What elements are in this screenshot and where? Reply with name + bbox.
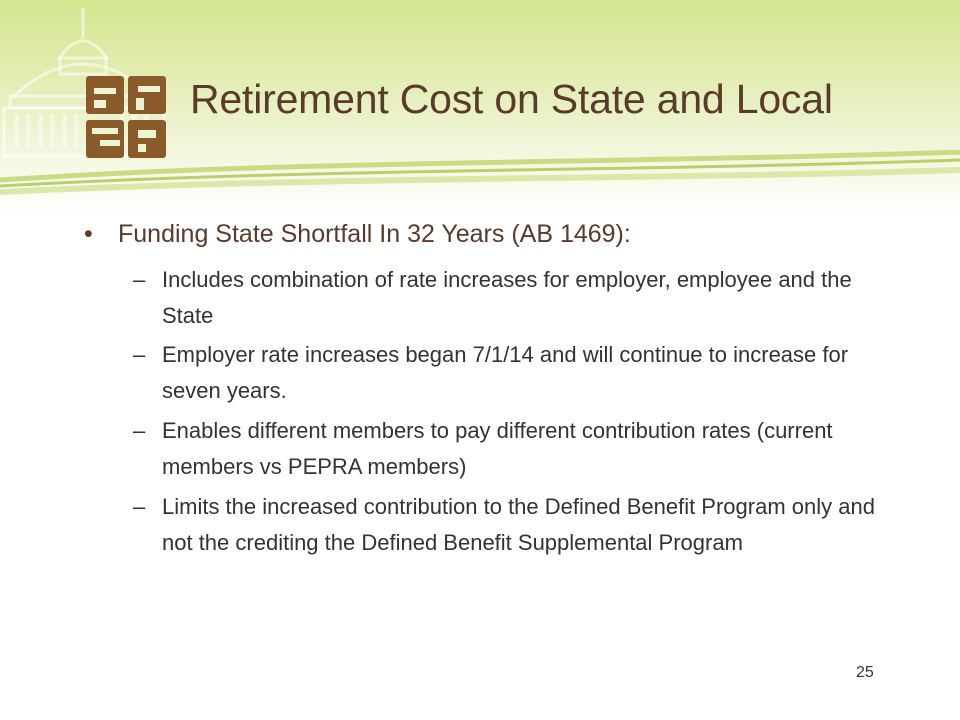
sub-bullet-item: Limits the increased contribution to the Defined Benefit Program only and not the crediting the Defined Benefit Supplemental Program — [162, 494, 875, 555]
sub-bullet-item: Enables different members to pay different contribution rates (current members vs PEPRA members) — [162, 418, 833, 479]
acsa-logo — [86, 76, 168, 160]
bullet-item: Funding State Shortfall In 32 Years (AB 1469): — [118, 220, 631, 248]
sub-bullet-marker: – — [133, 267, 146, 292]
sub-bullet-item: Includes combination of rate increases for employer, employee and the State — [162, 267, 852, 328]
sub-bullet-item: Employer rate increases began 7/1/14 and will continue to increase for seven years. — [162, 342, 849, 403]
sub-bullet-marker: – — [133, 418, 146, 443]
bullet-marker: • — [84, 220, 93, 248]
page-number: 25 — [856, 664, 874, 681]
sub-bullet-marker: – — [133, 342, 146, 367]
slide-title: Retirement Cost on State and Local — [190, 76, 833, 122]
sub-bullet-marker: – — [133, 494, 146, 519]
